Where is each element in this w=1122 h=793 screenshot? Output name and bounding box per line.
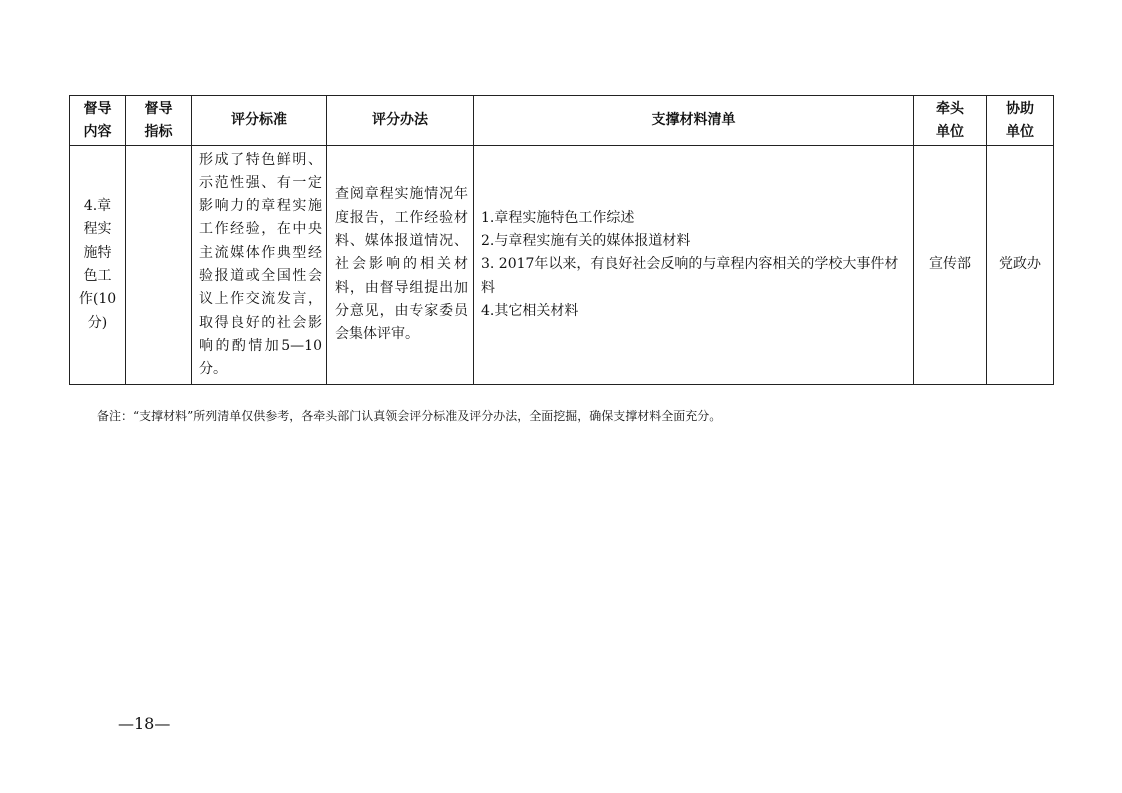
cell-support-materials	[474, 146, 914, 385]
cell-lead-unit: 宣传部	[914, 146, 987, 385]
footnote: 备注：“支撑材料”所列清单仅供参考，各牵头部门认真领会评分标准及评分办法，全面挖掘，确保支撑材料全面充分。	[97, 409, 722, 423]
cell-supervision-content: 4.章程实施特色工作(10分)	[70, 146, 126, 385]
cell-assist-unit: 党政办	[987, 146, 1054, 385]
header-assist-unit: 协助单位	[987, 96, 1054, 146]
materials-list-item: 2.与章程实施有关的媒体报道材料	[481, 233, 691, 250]
cell-scoring-method: 查阅章程实施情况年度报告，工作经验材料、媒体报道情况、社会影响的相关材料，由督导组提出加分意见，由专家委员会集体评审。	[327, 146, 474, 385]
materials-list-item: 4.其它相关材料	[481, 302, 579, 319]
cell-supervision-indicator	[126, 146, 192, 385]
materials-list-item: 3. 2017年以来，有良好社会反响的与章程内容相关的学校大事件材料	[481, 256, 899, 296]
header-supervision-content: 督导内容	[70, 96, 126, 146]
materials-list-item: 1.章程实施特色工作综述	[481, 209, 635, 226]
header-lead-unit: 牵头单位	[914, 96, 987, 146]
table-row	[70, 146, 1054, 385]
header-scoring-standard: 评分标准	[192, 96, 327, 146]
page-number: —18—	[118, 714, 171, 733]
header-supervision-indicator: 督导指标	[126, 96, 192, 146]
table-header-row	[70, 96, 1054, 146]
evaluation-table	[69, 95, 1054, 385]
header-scoring-method: 评分办法	[327, 96, 474, 146]
header-support-materials: 支撑材料清单	[474, 96, 914, 146]
cell-scoring-standard: 形成了特色鲜明、示范性强、有一定影响力的章程实施工作经验，在中央主流媒体作典型经验报道或全国性会议上作交流发言，取得良好的社会影响的酌情加5—10分。	[192, 146, 327, 385]
